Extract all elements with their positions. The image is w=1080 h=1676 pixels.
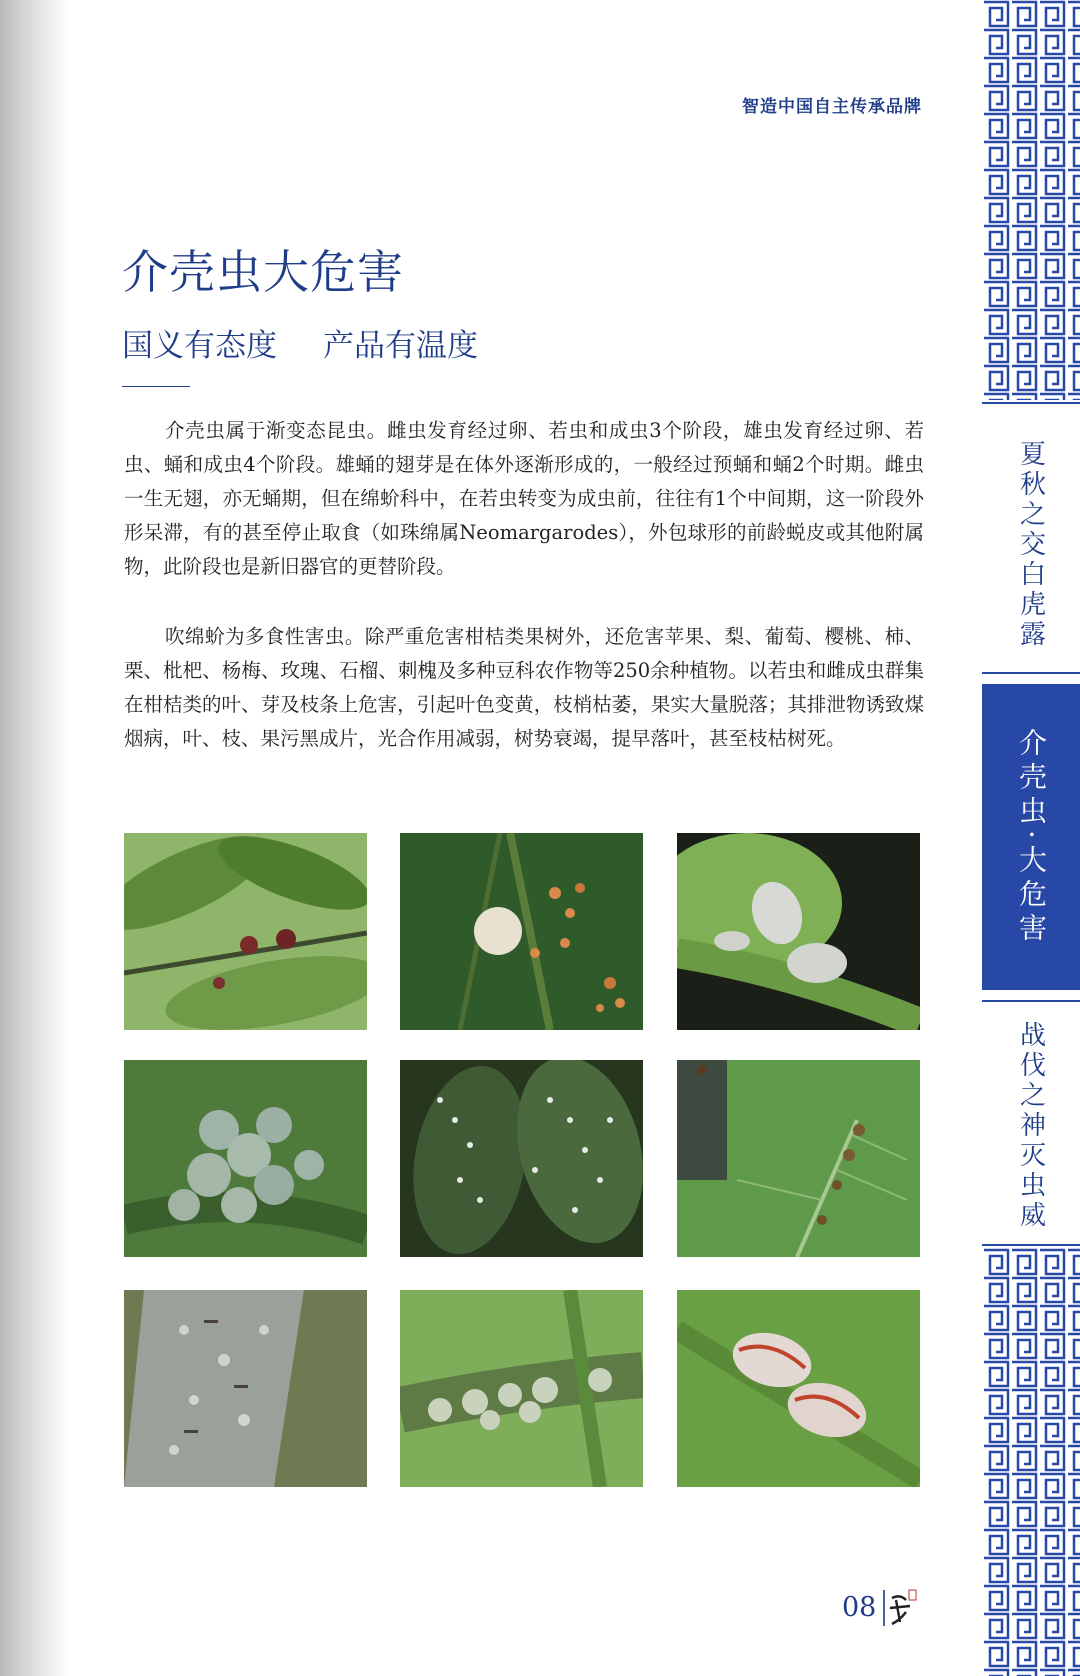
photo-scale-on-branch [400, 1290, 643, 1487]
paragraph-2: 吹绵蚧为多食性害虫。除严重危害柑桔类果树外，还危害苹果、梨、葡萄、樱桃、柿、栗、枇杷、杨梅、玫瑰、石榴、刺槐及多种豆科农作物等250余种植物。以若虫和雌成虫群集在柑桔类的叶、芽及枝条上危害，引起叶色变黄，枝梢枯萎，果实大量脱落；其排泄物诱致煤烟病，叶、枝、果污黑成片，光合作用减弱，树势衰竭，提早落叶，甚至枝枯树死。 [124, 625, 924, 750]
page-number: 08 [842, 1592, 877, 1623]
photo-scale-cluster [124, 1060, 367, 1257]
photo-white-scale-leaves [400, 1060, 643, 1257]
page-title: 介壳虫大危害 [122, 245, 404, 299]
fretwork-pattern-top [982, 0, 1080, 400]
nav-rule [982, 1244, 1080, 1246]
subtitle-right: 产品有温度 [323, 328, 478, 364]
paragraph-1: 介壳虫属于渐变态昆虫。雌虫发育经过卵、若虫和成虫3个阶段，雄虫发育经过卵、若虫、蛹和成虫4个阶段。雄蛹的翅芽是在体外逐渐形成的，一般经过预蛹和蛹2个时期。雌虫一生无翅，亦无蛹期，但在绵蚧科中，在若虫转变为成虫前，往往有1个中间期，这一阶段外形呆滞，有的甚至停止取食（如珠绵属Neomargarodes），外包球形的前龄蜕皮或其他附属物，此阶段也是新旧器官的更替阶段。 [124, 419, 924, 578]
fretwork-pattern-bottom [982, 1248, 1080, 1676]
sidebar-item-chapter-2-active[interactable]: 介壳虫·大危害 [982, 684, 1080, 990]
photo-mealybugs-stem [677, 833, 920, 1030]
photo-scale-leaf-vein [677, 1060, 920, 1257]
sidebar-item-chapter-3[interactable]: 战伐之神灭虫威 [1015, 1021, 1046, 1231]
brand-slogan: 智造中国自主传承品牌 [742, 97, 922, 117]
photo-scale-on-leaves [124, 833, 367, 1030]
book-spine-shadow [0, 0, 70, 1676]
nav-rule [982, 672, 1080, 674]
brand-seal-logo [878, 1586, 918, 1632]
photo-ladybird-scale [677, 1290, 920, 1487]
photo-grid [124, 833, 920, 1487]
nav-rule [982, 402, 1080, 404]
title-divider [122, 386, 190, 387]
photo-scale-on-bark [124, 1290, 367, 1487]
chapter-sidebar [982, 0, 1080, 1676]
photo-cottony-scale [400, 833, 643, 1030]
page-subtitle [122, 320, 478, 365]
nav-rule [982, 1000, 1080, 1002]
subtitle-left: 国义有态度 [122, 328, 277, 364]
sidebar-item-chapter-1[interactable]: 夏秋之交白虎露 [1015, 440, 1046, 650]
